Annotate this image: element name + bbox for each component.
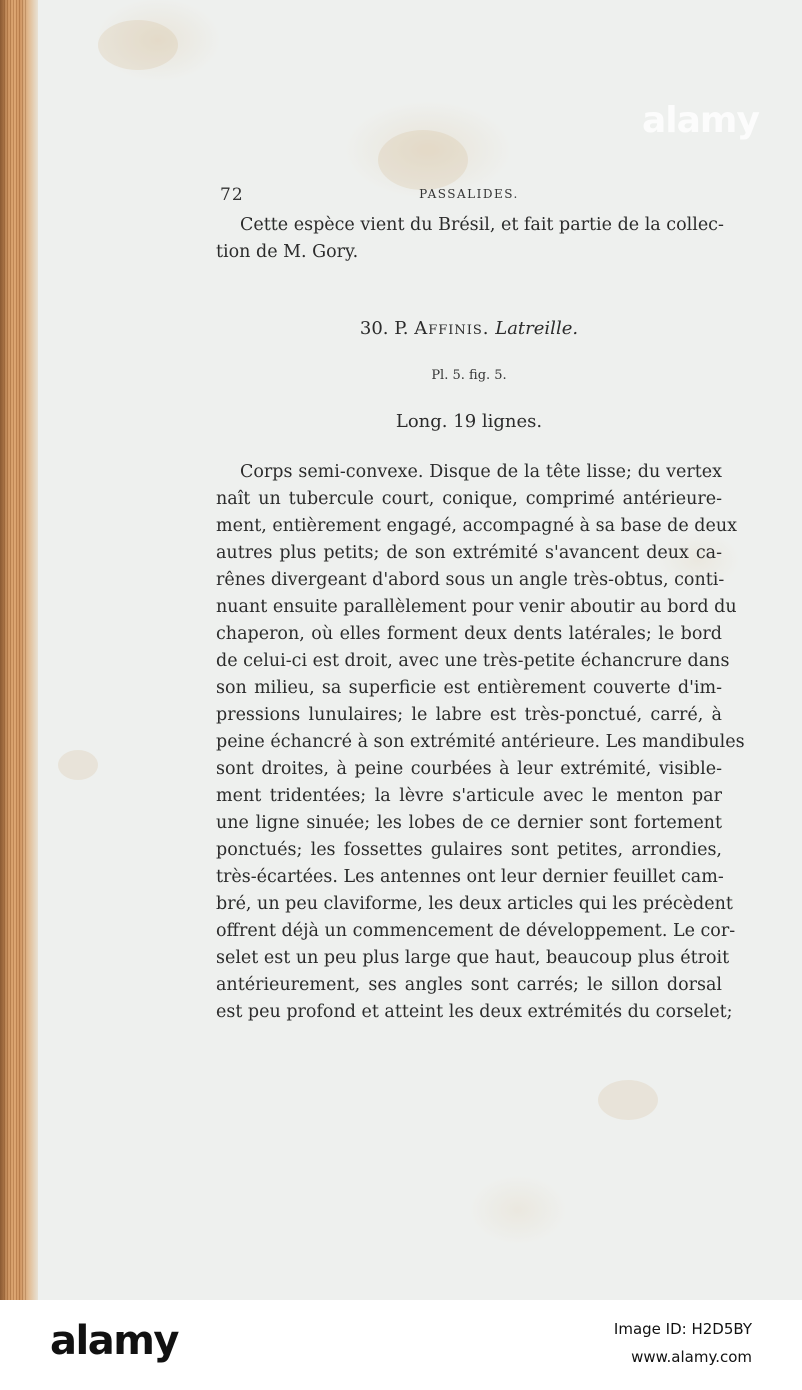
running-head: PASSALIDES. — [419, 187, 519, 201]
description-line: rênes divergeant d'abord sous un angle très-obtus, conti- — [216, 570, 725, 590]
page-header — [216, 185, 722, 205]
intro-paragraph — [216, 212, 722, 266]
foxing-stain — [58, 750, 98, 780]
plate-reference: Pl. 5. fig. 5. — [431, 368, 507, 383]
description-line: autres plus petits; de son extrémité s'avancent deux ca- — [216, 543, 722, 563]
intro-line: tion de M. Gory. — [216, 242, 359, 262]
description-line: naît un tubercule court, conique, comprimé antérieure- — [216, 489, 722, 509]
description-line: ment tridentées; la lèvre s'articule avec le menton par — [216, 786, 722, 806]
description-line: est peu profond et atteint les deux extrémités du corselet; — [216, 1002, 733, 1022]
foxing-stain — [98, 20, 178, 70]
description-line: ponctués; les fossettes gulaires sont petites, arrondies, — [216, 840, 722, 860]
description-line: offrent déjà un commencement de développement. Le cor- — [216, 921, 736, 941]
footer-logo: alamy — [50, 1318, 178, 1364]
page-edge — [0, 0, 38, 1300]
description-line: nuant ensuite parallèlement pour venir aboutir au bord du — [216, 597, 737, 617]
length-measure: Long. 19 lignes. — [395, 411, 543, 432]
intro-line: Cette espèce vient du Brésil, et fait partie de la collec- — [240, 215, 724, 235]
species-genus: P. — [394, 318, 409, 339]
foxing-stain — [378, 130, 468, 190]
description-line: Corps semi-convexe. Disque de la tête lisse; du vertex — [240, 462, 722, 482]
species-name: Affinis. — [414, 318, 490, 339]
species-number: 30. — [359, 318, 389, 339]
page-number: 72 — [220, 185, 244, 205]
watermark-logo: alamy — [642, 100, 759, 141]
foxing-stain — [598, 1080, 658, 1120]
species-author: Latreille. — [495, 318, 579, 339]
description-line: de celui-ci est droit, avec une très-petite échancrure dans — [216, 651, 730, 671]
description-line: antérieurement, ses angles sont carrés; le sillon dorsal — [216, 975, 722, 995]
footer-bar — [0, 1300, 802, 1390]
description-line: une ligne sinuée; les lobes de ce dernier sont fortement — [216, 813, 722, 833]
description-line: bré, un peu claviforme, les deux articles qui les précèdent — [216, 894, 733, 914]
description-line: ment, entièrement engagé, accompagné à sa base de deux — [216, 516, 738, 536]
description-line: très-écartées. Les antennes ont leur dernier feuillet cam- — [216, 867, 724, 887]
description-line: selet est un peu plus large que haut, beaucoup plus étroit — [216, 948, 730, 968]
description-line: sont droites, à peine courbées à leur extrémité, visible- — [216, 759, 722, 779]
description-line: chaperon, où elles forment deux dents latérales; le bord — [216, 624, 722, 644]
description-line: pressions lunulaires; le labre est très-ponctué, carré, à — [216, 705, 722, 725]
image-id-label: Image ID: H2D5BY — [613, 1320, 752, 1338]
description-paragraph — [216, 459, 745, 1026]
site-url[interactable]: www.alamy.com — [631, 1348, 752, 1366]
description-line: son milieu, sa superficie est entièrement couverte d'im- — [216, 678, 722, 698]
species-heading — [216, 318, 722, 339]
description-line: peine échancré à son extrémité antérieure. Les mandibules — [216, 732, 745, 752]
